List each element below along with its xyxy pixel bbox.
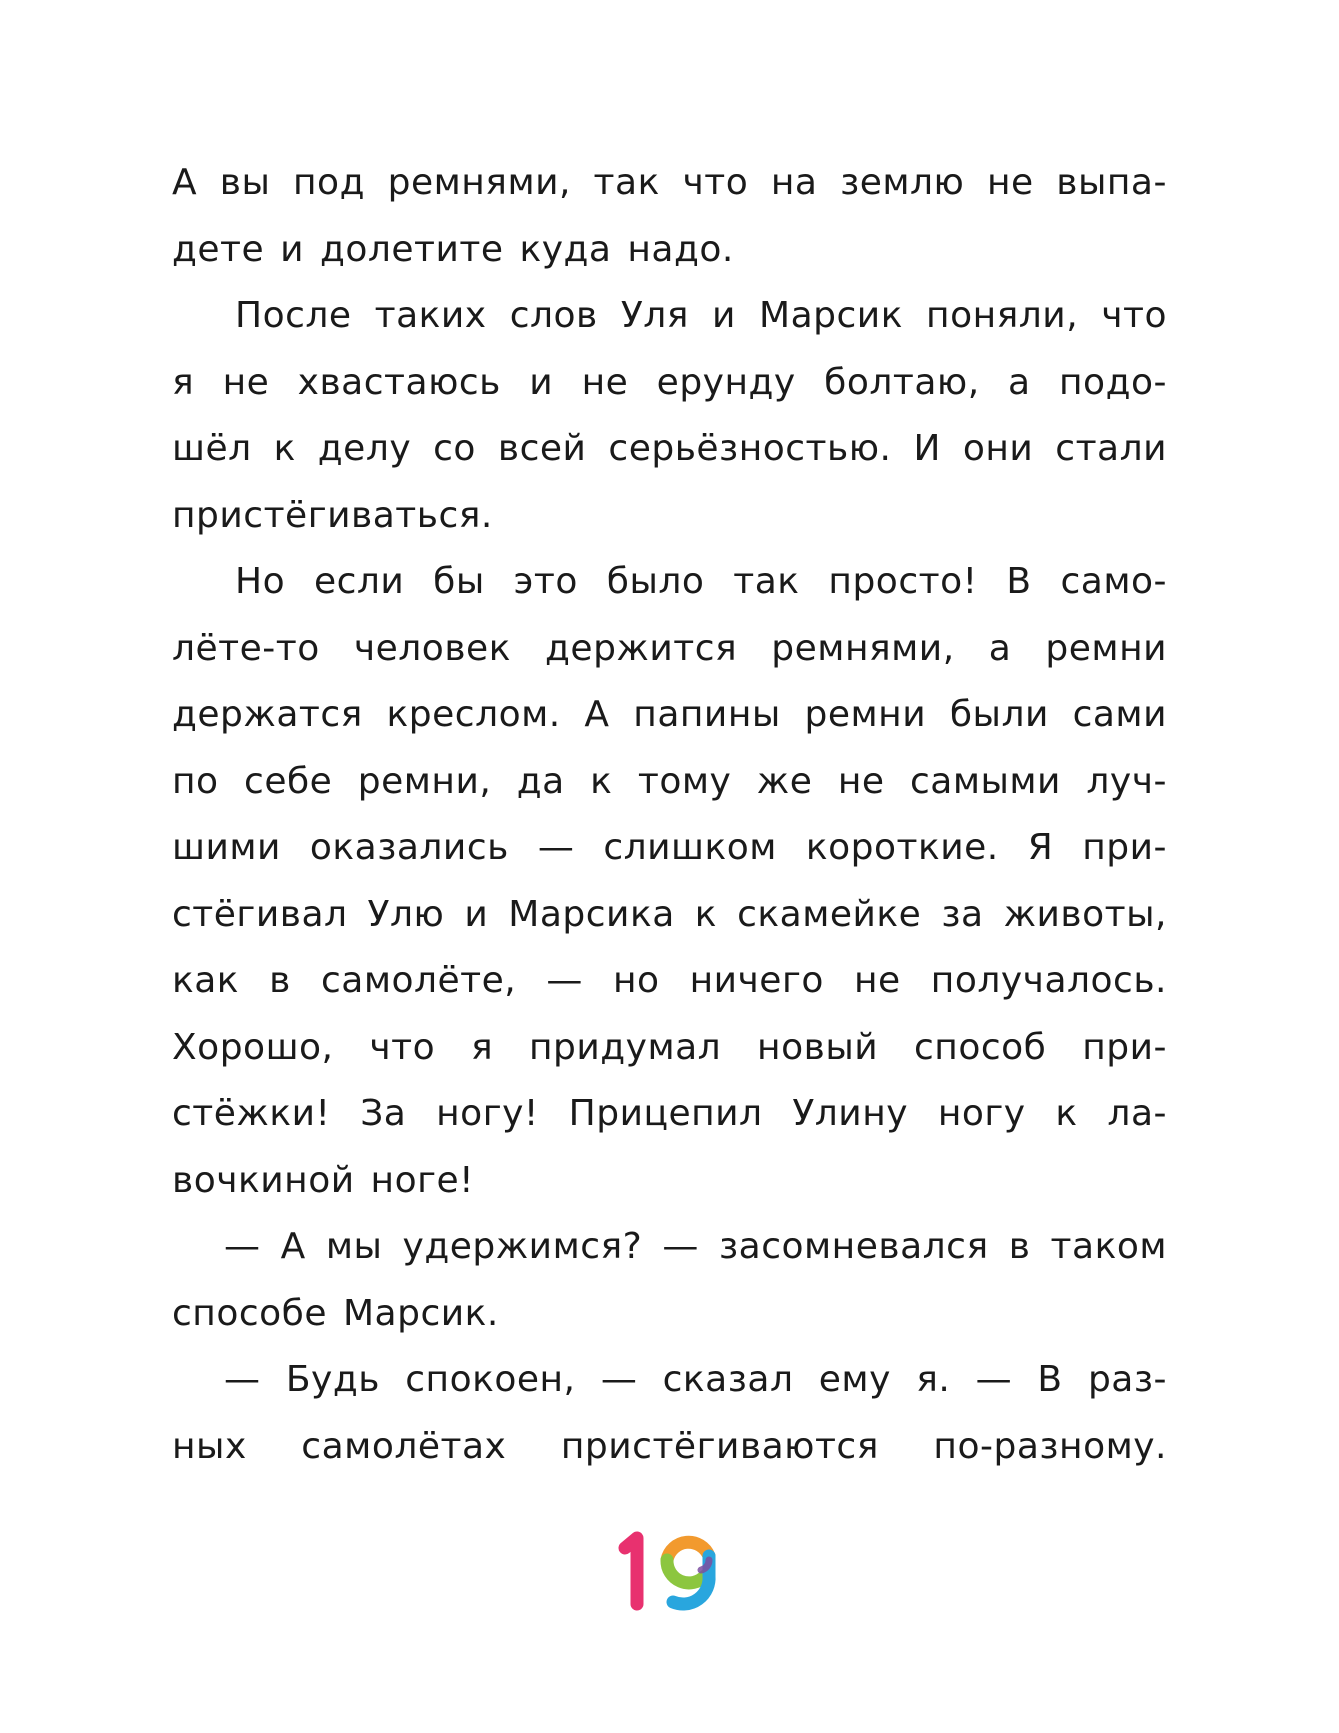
text-line: шёл к делу со всей серьёзностью. И они стали: [172, 428, 1167, 469]
text-line: стёжки! За ногу! Прицепил Улину ногу к ла-: [172, 1093, 1167, 1134]
text-line: как в самолёте, — но ничего не получалось.: [172, 960, 1167, 1001]
text-line: пристёгиваться.: [172, 494, 493, 536]
text-line: я не хвастаюсь и не ерунду болтаю, а подо-: [172, 361, 1167, 403]
text-line: ных самолётах пристёгиваются по-разному.: [172, 1425, 1167, 1467]
text-line: Хорошо, что я придумал новый способ при-: [172, 1026, 1167, 1068]
text-line: лёте-то человек держится ремнями, а ремни: [172, 627, 1167, 669]
text-line: А вы под ремнями, так что на землю не выпа-: [172, 162, 1167, 203]
page-number-graphic: [615, 1520, 725, 1620]
page-number: [0, 1520, 1339, 1620]
text-line: дете и долетите куда надо.: [172, 228, 734, 270]
page-number-text: 19: [668, 1619, 671, 1620]
text-line: — А мы удержимся? — засомневался в таком: [224, 1226, 1167, 1267]
body-text: [172, 150, 1167, 1480]
text-line: Но если бы это было так просто! В само-: [235, 561, 1167, 602]
text-line: способе Марсик.: [172, 1292, 499, 1334]
digit-one: [625, 1538, 637, 1604]
text-line: стёгивал Улю и Марсика к скамейке за животы,: [172, 893, 1167, 935]
text-line: по себе ремни, да к тому же не самыми луч-: [172, 760, 1167, 802]
text-line: — Будь спокоен, — сказал ему я. — В раз-: [224, 1359, 1167, 1400]
text-line: шими оказались — слишком короткие. Я при-: [172, 827, 1167, 868]
text-line: держатся креслом. А папины ремни были сами: [172, 694, 1167, 735]
text-line: После таких слов Уля и Марсик поняли, что: [235, 295, 1167, 336]
text-line: вочкиной ноге!: [172, 1159, 475, 1201]
